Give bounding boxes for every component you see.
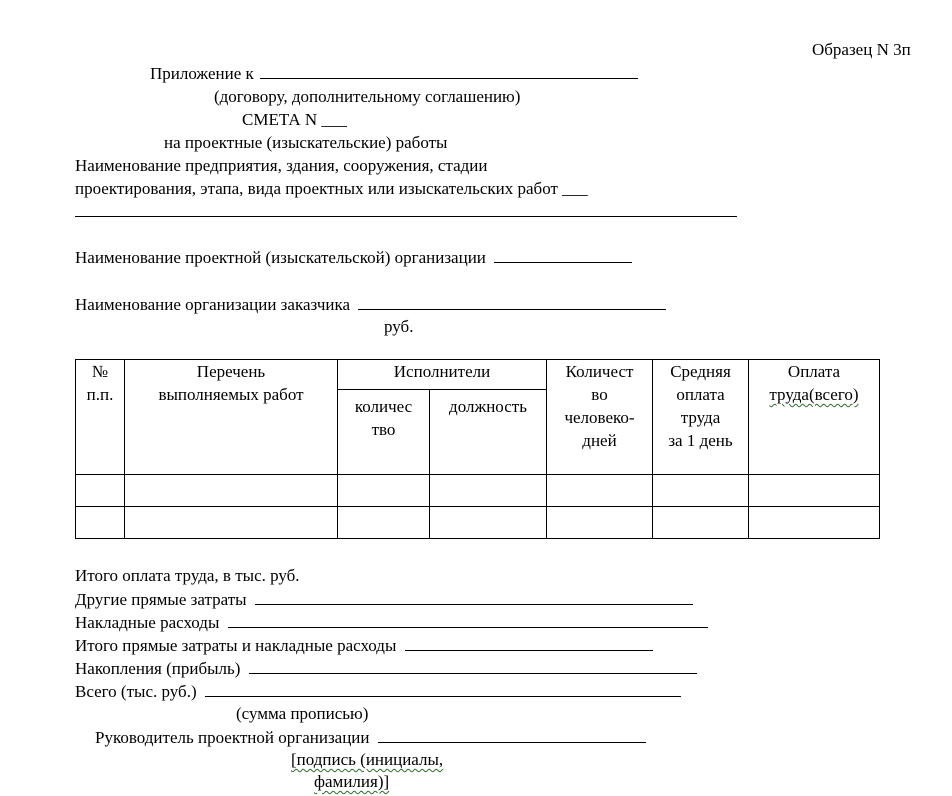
header-works: Перечень выполняемых работ	[125, 360, 338, 475]
sample-label: Образец N 3п	[812, 40, 911, 59]
table-cell[interactable]	[338, 475, 430, 507]
table-cell[interactable]	[547, 475, 653, 507]
direct-overhead-line	[75, 635, 653, 656]
header-executors-position: должность	[430, 390, 547, 475]
header-avg-pay: Средняя оплата труда за 1 день	[653, 360, 749, 475]
sign-note-line1: [подпись (инициалы,	[291, 750, 444, 769]
table-cell[interactable]	[430, 475, 547, 507]
estimate-table	[75, 359, 880, 539]
overhead-label: Накладные расходы	[75, 613, 220, 632]
labor-total-label: Итого оплата труда, в тыс. руб.	[75, 566, 300, 585]
object-name-line1: Наименование предприятия, здания, сооружения, стадии	[75, 156, 488, 175]
table-cell[interactable]	[430, 507, 547, 539]
other-direct-blank[interactable]	[255, 589, 693, 605]
customer-org-label: Наименование организации заказчика	[75, 295, 351, 314]
other-direct-line	[75, 589, 693, 610]
customer-org-line	[75, 294, 666, 315]
appendix-prefix: Приложение к	[150, 64, 254, 83]
table-cell[interactable]	[338, 507, 430, 539]
design-org-line	[75, 247, 632, 268]
profit-label: Накопления (прибыль)	[75, 659, 241, 678]
object-name-line2: проектирования, этапа, вида проектных или изыскательских работ ___	[75, 179, 588, 198]
grand-total-line	[75, 681, 681, 702]
grand-total-label: Всего (тыс. руб.)	[75, 682, 197, 701]
table-cell[interactable]	[653, 475, 749, 507]
profit-blank[interactable]	[249, 658, 697, 674]
other-direct-label: Другие прямые затраты	[75, 590, 247, 609]
estimate-subtitle: на проектные (изыскательские) работы	[164, 133, 448, 152]
table-cell[interactable]	[749, 475, 880, 507]
head-signature-blank[interactable]	[378, 727, 646, 743]
estimate-title: СМЕТА N ___	[242, 110, 347, 129]
overhead-blank[interactable]	[228, 612, 708, 628]
appendix-blank[interactable]	[260, 63, 638, 79]
direct-overhead-blank[interactable]	[405, 635, 653, 651]
currency-label: руб.	[384, 317, 414, 336]
table-cell[interactable]	[547, 507, 653, 539]
table-cell[interactable]	[76, 507, 125, 539]
header-executors-qty: количес тво	[338, 390, 430, 475]
header-pay-total: Оплата труда(всего)	[749, 360, 880, 475]
overhead-line	[75, 612, 708, 633]
appendix-note: (договору, дополнительному соглашению)	[214, 87, 521, 106]
design-org-label: Наименование проектной (изыскательской) организации	[75, 248, 486, 267]
customer-org-blank[interactable]	[358, 294, 666, 310]
header-num: № п.п.	[76, 360, 125, 475]
design-org-blank[interactable]	[494, 247, 632, 263]
grand-total-blank[interactable]	[205, 681, 681, 697]
table-cell[interactable]	[125, 475, 338, 507]
direct-overhead-label: Итого прямые затраты и накладные расходы	[75, 636, 397, 655]
appendix-line	[150, 63, 638, 84]
table-cell[interactable]	[749, 507, 880, 539]
head-label: Руководитель проектной организации	[95, 728, 370, 747]
table-cell[interactable]	[76, 475, 125, 507]
sign-note-line2: фамилия)]	[314, 772, 390, 791]
table-cell[interactable]	[653, 507, 749, 539]
table-row	[76, 475, 880, 507]
object-name-blank[interactable]	[75, 216, 737, 217]
header-person-days: Количест во человеко- дней	[547, 360, 653, 475]
profit-line	[75, 658, 697, 679]
head-signature-line	[95, 727, 646, 748]
table-row	[76, 507, 880, 539]
table-cell[interactable]	[125, 507, 338, 539]
header-executors: Исполнители	[338, 360, 547, 390]
sum-in-words-note: (сумма прописью)	[236, 704, 369, 723]
